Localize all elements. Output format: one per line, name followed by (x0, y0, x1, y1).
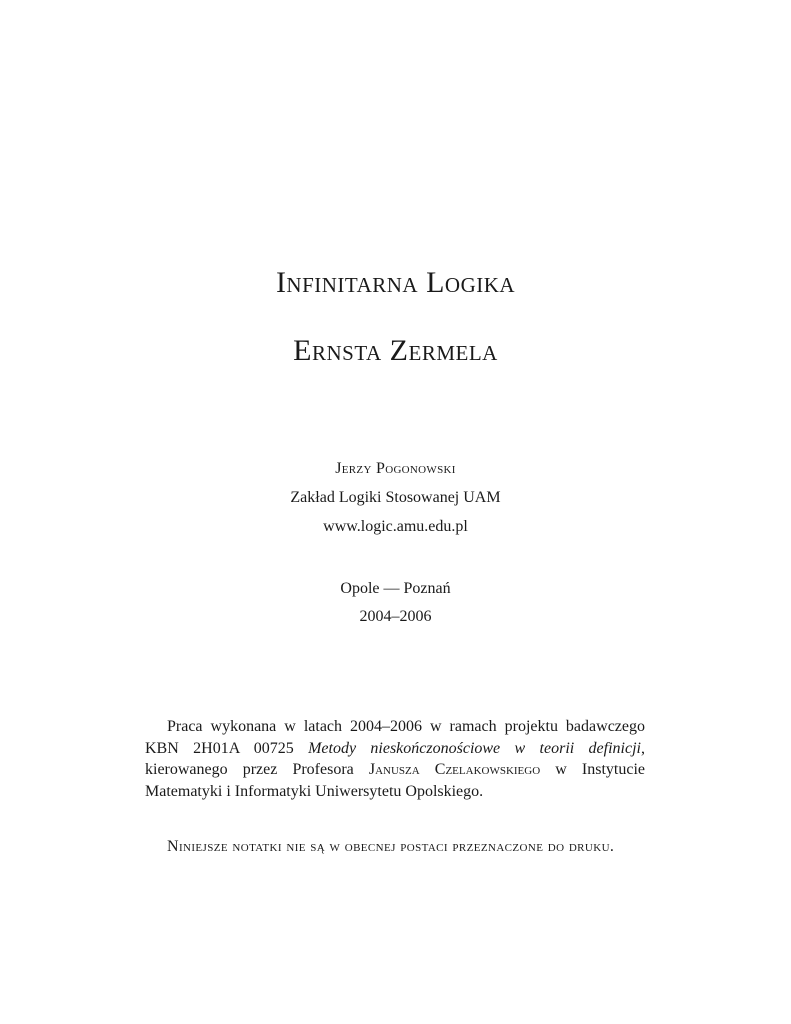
funding-note-text-c: w Instytucie Matematyki i Informatyki Uniwersytetu Opolskiego. (145, 761, 646, 800)
publication-place: Opole — Poznań (340, 580, 451, 597)
funding-note (145, 716, 645, 802)
supervisor-name: Janusza Czelakowskiego (368, 761, 541, 778)
author-affiliation: Zakład Logiki Stosowanej UAM (290, 489, 501, 506)
title-line-2: Ernsta Zermela (293, 334, 498, 367)
author-website: www.logic.amu.edu.pl (323, 518, 468, 535)
funding-note-text-a: Praca wykonana w latach 2004–2006 w ramach projektu badawczego KBN 2H01A 00725 (145, 718, 645, 757)
publication-years: 2004–2006 (359, 608, 432, 625)
project-title: Metody nieskończonościowe w teorii definicji (308, 739, 641, 757)
funding-note-text-b: , kierowanego przez Profesora (145, 739, 645, 778)
title-line-1: Infinitarna Logika (275, 266, 516, 299)
print-disclaimer: Niniejsze notatki nie są w obecnej postaci przeznaczone do druku. (167, 838, 615, 855)
author-name: Jerzy Pogonowski (335, 460, 456, 477)
